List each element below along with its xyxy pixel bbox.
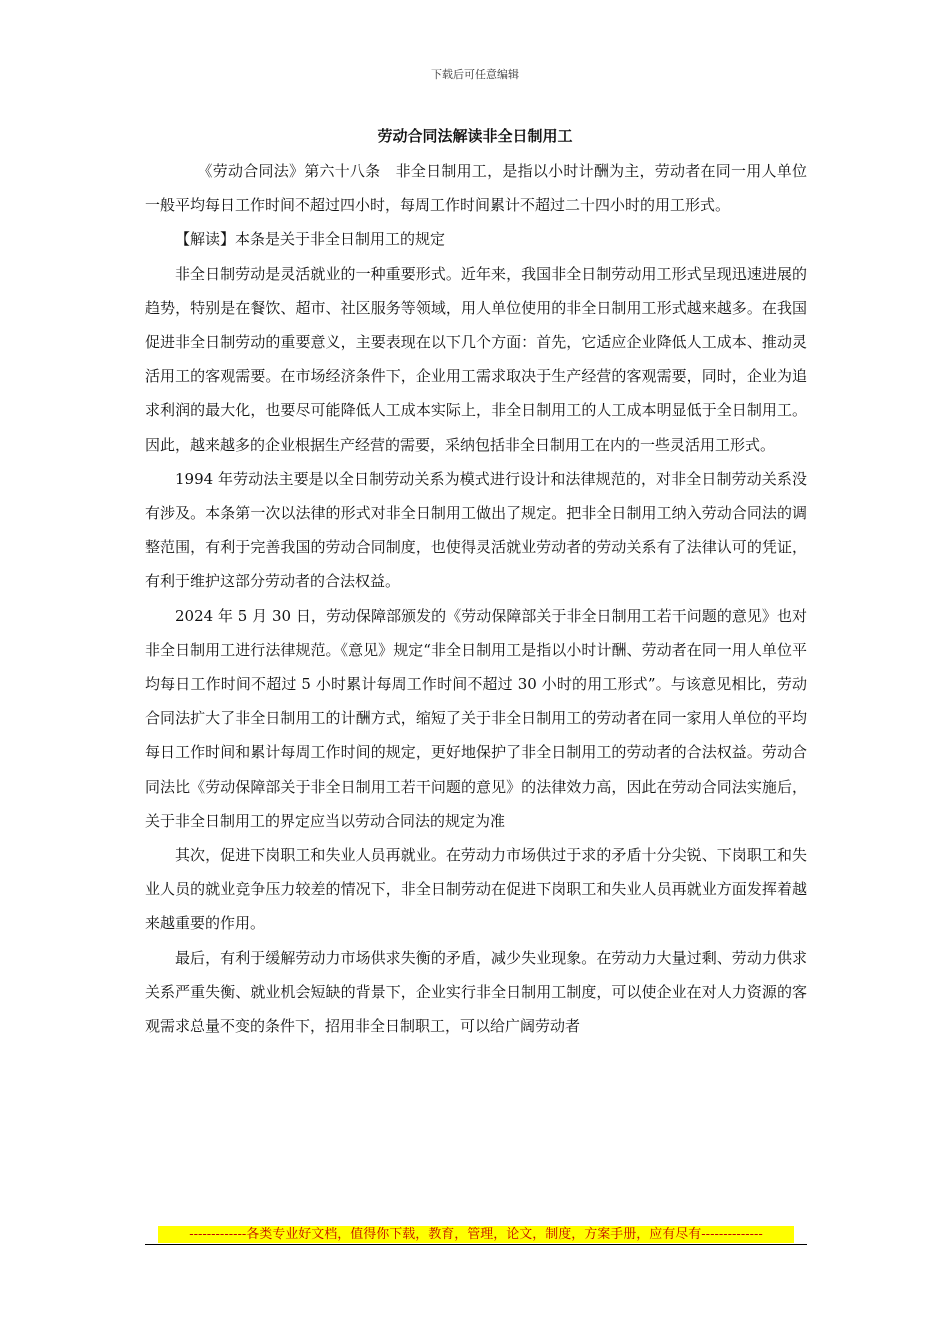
body-paragraph: 最后，有利于缓解劳动力市场供求失衡的矛盾，减少失业现象。在劳动力大量过剩、劳动力供求关系严重失衡、就业机会短缺的背景下，企业实行非全日制用工制度，可以使企业在对人力资源的客观需求总量不变的条件下，招用非全日制职工，可以给广阔劳动者 [145,948,807,1036]
interpretation-heading: 【解读】本条是关于非全日制用工的规定 [175,230,446,249]
article-paragraph: 《劳动合同法》第六十八条 非全日制用工，是指以小时计酬为主，劳动者在同一用人单位一般平均每日工作时间不超过四小时，每周工作时间累计不超过二十四小时的用工形式。 [145,162,807,215]
header-note: 下载后可任意编辑 [431,68,519,81]
body-paragraph: 非全日制劳动是灵活就业的一种重要形式。近年来，我国非全日制劳动用工形式呈现迅速进展的趋势，特别是在餐饮、超市、社区服务等领域，用人单位使用的非全日制用工形式越来越多。在我国促进非全日制劳动的重要意义，主要表现在以下几个方面：首先，它适应企业降低人工成本、推动灵活用工的客观需要。在市场经济条件下，企业用工需求取决于生产经营的客观需要，同时，企业为追求利润的最大化，也要尽可能降低人工成本实际上，非全日制用工的人工成本明显低于全日制用工。因此，越来越多的企业根据生产经营的需要，采纳包括非全日制用工在内的一些灵活用工形式。 [145,264,807,454]
document-title: 劳动合同法解读非全日制用工 [377,127,573,145]
body-paragraph: 2024 年 5 月 30 日，劳动保障部颁发的《劳动保障部关于非全日制用工若干问题的意见》也对非全日制用工进行法律规范。《意见》规定“非全日制用工是指以小时计酬、劳动者在同一用人单位平均每日工作时间不超过 5 小时累计每周工作时间不超过 30 小时的用工形式”。与该意见相比，劳动合同法扩大了非全日制用工的计酬方式，缩短了关于非全日制用工的劳动者在同一家用人单位的平均每日工作时间和累计每周工作时间的规定，更好地保护了非全日制用工的劳动者的合法权益。劳动合同法比《劳动保障部关于非全日制用工若干问题的意见》的法律效力高，因此在劳动合同法实施后，关于非全日制用工的界定应当以劳动合同法的规定为准 [145,606,807,830]
body-paragraph: 1994 年劳动法主要是以全日制劳动关系为模式进行设计和法律规范的，对非全日制劳动关系没有涉及。本条第一次以法律的形式对非全日制用工做出了规定。把非全日制用工纳入劳动合同法的调整范围，有利于完善我国的劳动合同制度，也使得灵活就业劳动者的劳动关系有了法律认可的凭证，有利于维护这部分劳动者的合法权益。 [145,469,807,591]
footer-banner: -------------各类专业好文档，值得你下载，教育，管理，论文，制度，方案手册，应有尽有-------------- [158,1226,794,1243]
document-body [145,154,807,1043]
footer-divider [145,1244,807,1245]
body-paragraph: 其次，促进下岗职工和失业人员再就业。在劳动力市场供过于求的矛盾十分尖锐、下岗职工和失业人员的就业竞争压力较差的情况下，非全日制劳动在促进下岗职工和失业人员再就业方面发挥着越来越重要的作用。 [145,846,807,933]
